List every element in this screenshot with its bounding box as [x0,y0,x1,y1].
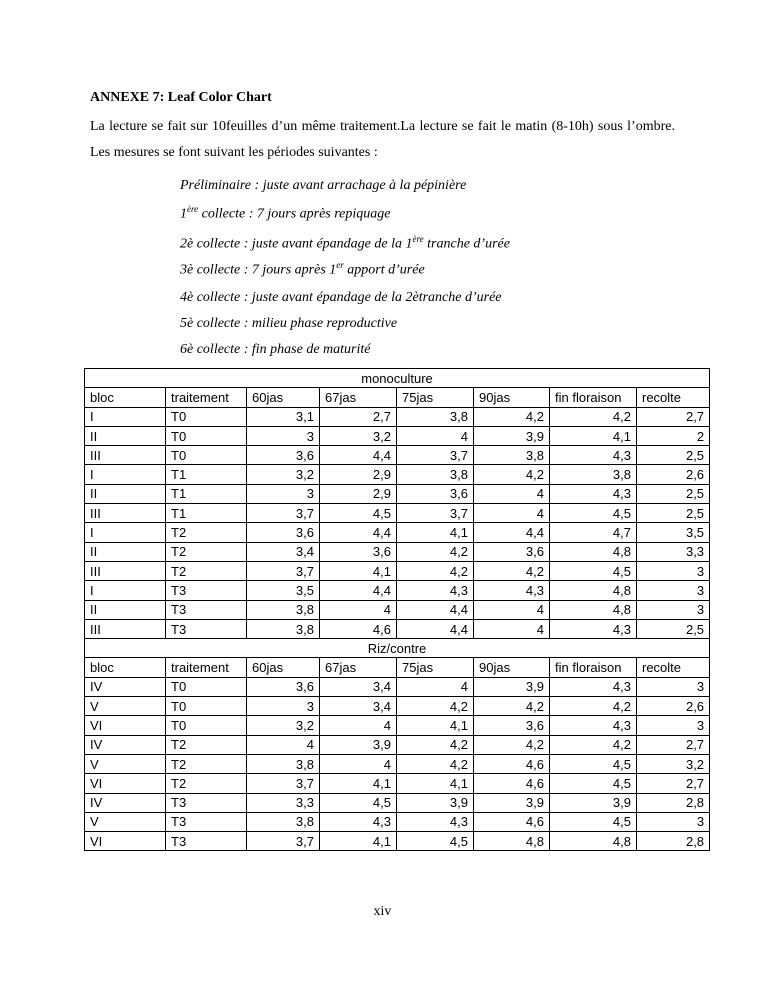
table-cell: 3,9 [397,793,474,812]
table-cell: 3 [637,581,710,600]
table-cell: 3,7 [397,446,474,465]
table-cell: 4 [474,600,550,619]
table-cell: 4,2 [474,407,550,426]
table-cell: 4,1 [550,426,637,445]
table-cell: 3,5 [637,523,710,542]
table-cell: 3,2 [637,754,710,773]
table-cell: 4,2 [397,542,474,561]
table-cell: 4,2 [550,697,637,716]
table-cell: IV [85,735,166,754]
table-cell: 4 [320,600,397,619]
table-cell: 4,5 [550,812,637,831]
table-cell: T2 [166,774,247,793]
table-cell: T3 [166,832,247,851]
table-cell: 4,2 [397,697,474,716]
table-cell: 4,5 [320,793,397,812]
table-cell: 4,3 [320,812,397,831]
column-header: 67jas [320,388,397,407]
table-cell: II [85,600,166,619]
period-item: 4è collecte : juste avant épandage de la 2ètranche d’urée [180,290,502,305]
table-cell: 4,3 [550,619,637,638]
table-row [85,484,710,503]
table-cell: 2 [637,426,710,445]
period-item: 6è collecte : fin phase de maturité [180,342,371,357]
table-row [85,542,710,561]
table-row [85,793,710,812]
table-cell: 4,2 [550,407,637,426]
table-cell: 3,9 [550,793,637,812]
table-cell: 2,7 [637,735,710,754]
table-cell: 4,8 [474,832,550,851]
table-cell: 3,9 [474,793,550,812]
table-row [85,504,710,523]
leaf-color-table [84,368,710,851]
table-cell: 4 [474,619,550,638]
column-header: fin floraison [550,658,637,677]
table-cell: 2,9 [320,465,397,484]
table-cell: 4,3 [397,812,474,831]
table-cell: 3,6 [247,677,320,696]
table-cell: 3,4 [247,542,320,561]
table-cell: 3 [637,812,710,831]
table-row [85,677,710,696]
table-row [85,465,710,484]
table-cell: 4,2 [397,754,474,773]
table-cell: 4 [474,504,550,523]
header-row [85,388,710,407]
column-header: traitement [166,658,247,677]
table-cell: 2,6 [637,465,710,484]
table-cell: 2,7 [320,407,397,426]
table-cell: 4 [247,735,320,754]
table-cell: 4 [397,677,474,696]
table-cell: T2 [166,561,247,580]
table-cell: T1 [166,465,247,484]
table-cell: T0 [166,407,247,426]
table-cell: 4,3 [550,484,637,503]
table-row [85,600,710,619]
period-item: 5è collecte : milieu phase reproductive [180,316,398,331]
table-row [85,774,710,793]
table-cell: 3,6 [247,523,320,542]
table-cell: 3 [637,600,710,619]
table-cell: 4,1 [320,832,397,851]
table-cell: T2 [166,754,247,773]
table-cell: 2,9 [320,484,397,503]
table-row [85,426,710,445]
table-cell: 4,1 [397,774,474,793]
table-cell: 4,2 [474,697,550,716]
table-cell: 3,6 [474,542,550,561]
table-row [85,523,710,542]
table-cell: 4,7 [550,523,637,542]
section-title-row [85,369,710,388]
table-cell: I [85,581,166,600]
table-cell: 3,2 [320,426,397,445]
table-cell: 3 [637,677,710,696]
column-header: bloc [85,388,166,407]
table-cell: 4,5 [397,832,474,851]
table-cell: 4,1 [397,523,474,542]
column-header: 75jas [397,658,474,677]
table-cell: 3,5 [247,581,320,600]
table-row [85,619,710,638]
table-row [85,735,710,754]
table-cell: 3,8 [397,465,474,484]
column-header: 60jas [247,388,320,407]
table-cell: 3,6 [474,716,550,735]
table-cell: 2,7 [637,407,710,426]
table-cell: V [85,754,166,773]
column-header: traitement [166,388,247,407]
table-cell: 3,7 [247,832,320,851]
table-cell: T0 [166,697,247,716]
table-row [85,407,710,426]
column-header: fin floraison [550,388,637,407]
table-cell: 3,8 [247,600,320,619]
table-cell: 4,1 [320,561,397,580]
section-title: monoculture [85,369,710,388]
page-number: xiv [373,904,392,919]
column-header: 90jas [474,658,550,677]
table-cell: 3,8 [247,812,320,831]
period-item: 3è collecte : 7 jours après 1er apport d’urée [180,260,425,278]
table-cell: 2,5 [637,446,710,465]
table-cell: T0 [166,677,247,696]
table-cell: T0 [166,716,247,735]
table-cell: 2,5 [637,484,710,503]
table-cell: T2 [166,542,247,561]
table-cell: 4,4 [320,581,397,600]
table-cell: T0 [166,446,247,465]
table-cell: T3 [166,619,247,638]
table-cell: III [85,504,166,523]
table-cell: 3,7 [397,504,474,523]
table-cell: VI [85,716,166,735]
table-cell: III [85,561,166,580]
table-cell: VI [85,832,166,851]
table-cell: 4,3 [550,677,637,696]
table-row [85,754,710,773]
table-cell: 4,5 [320,504,397,523]
column-header: 60jas [247,658,320,677]
table-cell: 2,7 [637,774,710,793]
table-cell: 3,2 [247,716,320,735]
table-cell: 4,6 [474,774,550,793]
table-cell: 4,5 [550,561,637,580]
table-cell: 3,9 [320,735,397,754]
table-row [85,561,710,580]
table-cell: 2,8 [637,793,710,812]
table-row [85,716,710,735]
table-row [85,832,710,851]
table-cell: 2,8 [637,832,710,851]
table-cell: T1 [166,484,247,503]
table-cell: 3,7 [247,561,320,580]
column-header: recolte [637,388,710,407]
table-cell: 4,2 [474,561,550,580]
table-cell: 4,5 [550,774,637,793]
section-title-row [85,639,710,658]
table-cell: T2 [166,523,247,542]
table-cell: 4,3 [474,581,550,600]
table-row [85,446,710,465]
table-cell: 4,3 [550,716,637,735]
table-cell: 3 [247,426,320,445]
table-cell: V [85,812,166,831]
table-cell: 3,4 [320,697,397,716]
table-cell: 4,8 [550,581,637,600]
table-cell: 2,6 [637,697,710,716]
table-cell: II [85,426,166,445]
table-cell: 3,9 [474,426,550,445]
table-cell: 3 [247,484,320,503]
table-cell: 2,5 [637,504,710,523]
section-title: Riz/contre [85,639,710,658]
table-cell: 3,7 [247,504,320,523]
table-cell: 3,3 [637,542,710,561]
table-cell: 4,6 [474,812,550,831]
table-cell: 4,8 [550,832,637,851]
table-cell: 4,3 [397,581,474,600]
table-cell: 3,1 [247,407,320,426]
column-header: 90jas [474,388,550,407]
table-cell: 3 [637,716,710,735]
table-cell: 4,8 [550,542,637,561]
table-cell: I [85,407,166,426]
table-cell: 4,4 [397,600,474,619]
table-cell: V [85,697,166,716]
table-cell: 4,4 [397,619,474,638]
table-cell: 4,6 [320,619,397,638]
table-cell: 3,8 [397,407,474,426]
table-cell: 2,5 [637,619,710,638]
period-item: 1ère collecte : 7 jours après repiquage [180,204,391,222]
intro-paragraph: La lecture se fait sur 10feuilles d’un même traitement.La lecture se fait le matin (8-10h) sous l’ombre. Les mesures se font suivant les périodes suivantes : [90,119,675,160]
table-cell: 3,6 [247,446,320,465]
period-item: Préliminaire : juste avant arrachage à la pépinière [180,178,467,193]
table-cell: 4,2 [550,735,637,754]
column-header: 75jas [397,388,474,407]
table-cell: 4 [320,754,397,773]
table-cell: 4,5 [550,754,637,773]
table-cell: T0 [166,426,247,445]
table-cell: T1 [166,504,247,523]
annex-title: ANNEXE 7: Leaf Color Chart [90,90,272,105]
table-cell: 4,4 [474,523,550,542]
table-cell: I [85,523,166,542]
table-row [85,697,710,716]
table-cell: 4 [320,716,397,735]
table-cell: 3 [247,697,320,716]
table-cell: T3 [166,581,247,600]
table-row [85,581,710,600]
table-cell: 4,4 [320,523,397,542]
table-cell: IV [85,793,166,812]
table-cell: 3,8 [247,619,320,638]
table-cell: T2 [166,735,247,754]
table-cell: T3 [166,600,247,619]
table-body [85,369,710,851]
table-cell: 3,2 [247,465,320,484]
table-cell: 4,5 [550,504,637,523]
table-cell: 3,3 [247,793,320,812]
table-cell: 3,4 [320,677,397,696]
table-cell: 4,4 [320,446,397,465]
table-cell: 3,7 [247,774,320,793]
table-cell: 4,6 [474,754,550,773]
table-cell: 4,1 [320,774,397,793]
table-cell: 4,2 [397,561,474,580]
table-cell: 4 [474,484,550,503]
table-cell: II [85,542,166,561]
table-cell: III [85,446,166,465]
header-row [85,658,710,677]
table-cell: III [85,619,166,638]
table-cell: 4,1 [397,716,474,735]
table-cell: II [85,484,166,503]
table-cell: VI [85,774,166,793]
table-cell: 3,6 [320,542,397,561]
table-cell: I [85,465,166,484]
column-header: recolte [637,658,710,677]
table-cell: 4,3 [550,446,637,465]
table-cell: 3,8 [550,465,637,484]
table-cell: 4,2 [474,465,550,484]
table-cell: T3 [166,793,247,812]
table-cell: 4,2 [397,735,474,754]
table-cell: IV [85,677,166,696]
table-row [85,812,710,831]
table-cell: 4 [397,426,474,445]
table-cell: 3 [637,561,710,580]
column-header: bloc [85,658,166,677]
table-cell: 4,8 [550,600,637,619]
period-item: 2è collecte : juste avant épandage de la 1ère tranche d’urée [180,234,510,252]
table-cell: 4,2 [474,735,550,754]
table-cell: 3,8 [247,754,320,773]
column-header: 67jas [320,658,397,677]
table-cell: 3,9 [474,677,550,696]
table-cell: 3,8 [474,446,550,465]
table-cell: 3,6 [397,484,474,503]
table-cell: T3 [166,812,247,831]
